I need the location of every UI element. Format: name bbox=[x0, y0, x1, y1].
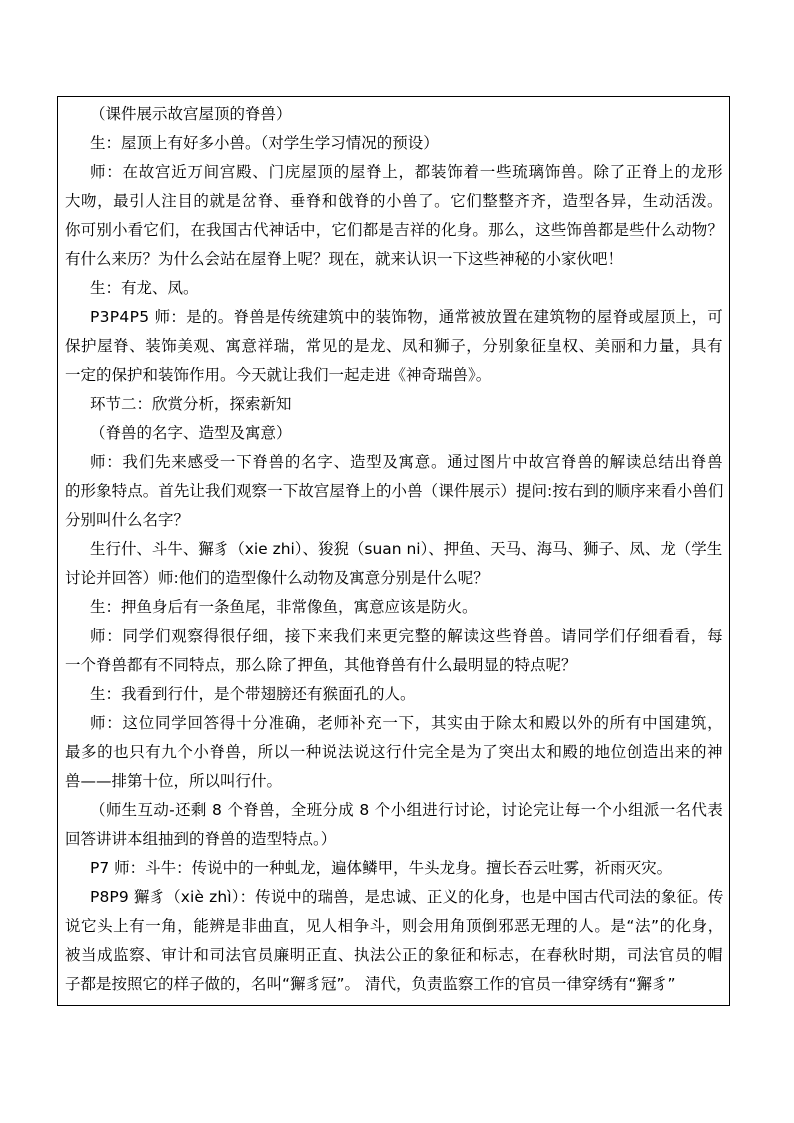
text-line: 一个脊兽都有不同特点，那么除了押鱼，其他脊兽有什么最明显的特点呢？ bbox=[65, 656, 577, 674]
text-line: 师：同学们观察得很仔细，接下来我们来更完整的解读这些脊兽。请同学们仔细看看，每 bbox=[90, 627, 724, 645]
text-line: （脊兽的名字、造型及寓意） bbox=[90, 424, 292, 442]
text-line: 你可别小看它们，在我国古代神话中，它们都是吉祥的化身。那么，这些饰兽都是些什么动物？ bbox=[65, 221, 724, 239]
text-line: 一定的保护和装饰作用。今天就让我们一起走进《神奇瑞兽》。 bbox=[65, 366, 492, 384]
text-line: 生：押鱼身后有一条鱼尾，非常像鱼，寓意应该是防火。 bbox=[90, 598, 478, 616]
text-line: （课件展示故宫屋顶的脊兽） bbox=[90, 105, 292, 123]
text-line: 生：屋顶上有好多小兽。（对学生学习情况的预设） bbox=[90, 134, 439, 152]
text-line: 回答讲讲本组抽到的脊兽的造型特点。） bbox=[65, 830, 337, 848]
text-line: 分别叫什么名字？ bbox=[65, 511, 190, 529]
text-line: 子都是按照它的样子做的，名叫“獬豸冠”。 清代，负责监察工作的官员一律穿绣有“獬豸” bbox=[65, 975, 676, 993]
text-line: P3P4P5 师：是的。脊兽是传统建筑中的装饰物，通常被放置在建筑物的屋脊或屋顶上，可 bbox=[90, 308, 724, 326]
text-line: 师：这位同学回答得十分准确，老师补充一下，其实由于除太和殿以外的所有中国建筑， bbox=[90, 714, 724, 732]
text-line: 师：我们先来感受一下脊兽的名字、造型及寓意。通过图片中故宫脊兽的解读总结出脊兽 bbox=[90, 453, 724, 471]
text-line: （师生互动-还剩 8 个脊兽，全班分成 8 个小组进行讨论，讨论完让每一个小组派一名代表 bbox=[90, 801, 724, 819]
text-line: 生：有龙、凤。 bbox=[90, 279, 199, 297]
text-line: P7 师：斗牛：传说中的一种虬龙，遍体鳞甲，牛头龙身。擅长吞云吐雾，祈雨灭灾。 bbox=[90, 859, 673, 877]
text-line: 说它头上有一角，能辨是非曲直，见人相争斗，则会用角顶倒邪恶无理的人。是“法”的化身， bbox=[65, 917, 724, 935]
text-line: 的形象特点。首先让我们观察一下故宫屋脊上的小兽（课件展示）提问:按右到的顺序来看小兽们 bbox=[65, 482, 724, 500]
text-line: 讨论并回答）师:他们的造型像什么动物及寓意分别是什么呢？ bbox=[65, 569, 489, 587]
text-line: 最多的也只有九个小脊兽，所以一种说法说这行什完全是为了突出太和殿的地位创造出来的神 bbox=[65, 743, 724, 761]
text-line: 兽——排第十位，所以叫行什。 bbox=[65, 772, 283, 790]
text-line: 生：我看到行什，是个带翅膀还有猴面孔的人。 bbox=[90, 685, 416, 703]
text-line: 师：在故宫近万间宫殿、门庑屋顶的屋脊上，都装饰着一些琉璃饰兽。除了正脊上的龙形 bbox=[90, 163, 724, 181]
text-line: 大吻，最引人注目的就是岔脊、垂脊和戗脊的小兽了。它们整整齐齐，造型各异，生动活泼。 bbox=[65, 192, 724, 210]
text-line: 被当成监察、审计和司法官员廉明正直、执法公正的象征和标志，在春秋时期，司法官员的帽 bbox=[65, 946, 724, 964]
section-heading: 环节二：欣赏分析，探索新知 bbox=[90, 395, 292, 413]
text-line: 保护屋脊、装饰美观、寓意祥瑞，常见的是龙、凤和狮子，分别象征皇权、美丽和力量，具有 bbox=[65, 337, 724, 355]
text-line: P8P9 獬豸（xiè zhì）：传说中的瑞兽，是忠诚、正义的化身，也是中国古代司法的象征。传 bbox=[90, 888, 724, 906]
text-line: 生行什、斗牛、獬豸（xie zhi）、狻猊（suan ni）、押鱼、天马、海马、狮子、凤、龙（学生 bbox=[90, 540, 723, 558]
text-line: 有什么来历？为什么会站在屋脊上呢？现在，就来认识一下这些神秘的小家伙吧！ bbox=[65, 250, 624, 268]
document-table-cell bbox=[57, 96, 730, 1006]
